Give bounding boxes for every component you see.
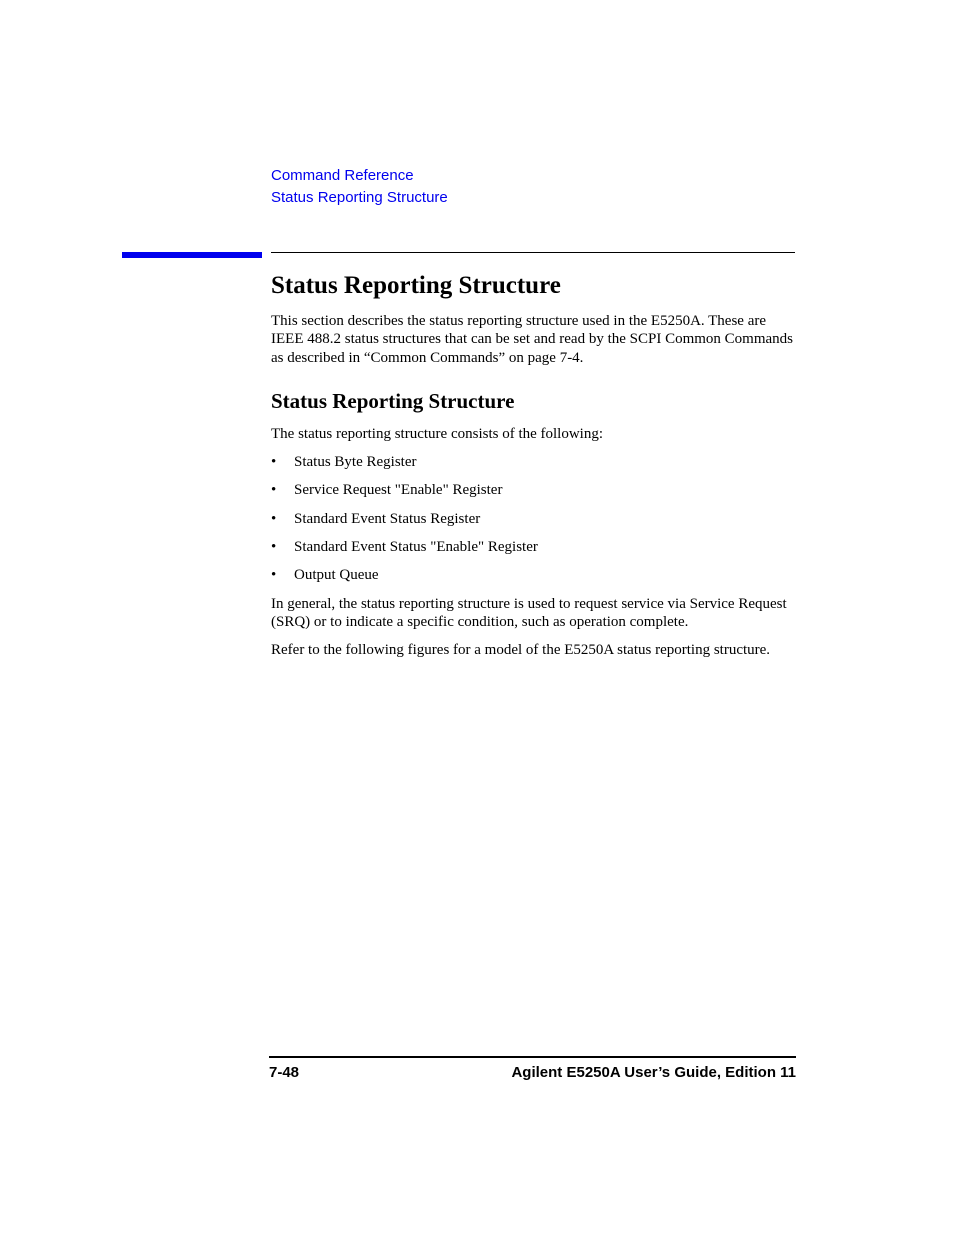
bullet-icon: • bbox=[271, 567, 277, 584]
breadcrumb-command-reference-link[interactable]: Command Reference bbox=[271, 167, 414, 184]
bullet-icon: • bbox=[271, 539, 277, 556]
list-item bbox=[271, 481, 801, 499]
lead-paragraph: The status reporting structure consists of the following: bbox=[271, 425, 604, 442]
section-title: Status Reporting Structure bbox=[271, 388, 515, 413]
list-item-text: Output Queue bbox=[294, 567, 379, 584]
refer-paragraph: Refer to the following figures for a model of the E5250A status reporting structure. bbox=[271, 642, 771, 659]
bullet-icon: • bbox=[271, 454, 277, 471]
document-title: Agilent E5250A User’s Guide, Edition 11 bbox=[511, 1064, 796, 1081]
list-item bbox=[271, 453, 801, 471]
list-item bbox=[271, 538, 801, 556]
breadcrumb bbox=[271, 165, 448, 209]
bullet-icon: • bbox=[271, 482, 277, 499]
list-item-text: Standard Event Status "Enable" Register bbox=[294, 539, 538, 556]
intro-paragraph: This section describes the status reporting structure used in the E5250A. These are IEEE 488.2 status structures that can be set and read by the SCPI Common Commands as described in “Common Commands” on page 7-4. bbox=[271, 313, 793, 366]
general-paragraph: In general, the status reporting structure is used to request service via Service Request (SRQ) or to indicate a specific condition, such as operation complete. bbox=[271, 595, 787, 630]
breadcrumb-status-reporting-link[interactable]: Status Reporting Structure bbox=[271, 189, 448, 206]
register-list bbox=[271, 453, 801, 584]
chapter-accent-bar bbox=[122, 252, 262, 258]
list-item-text: Service Request "Enable" Register bbox=[294, 482, 503, 499]
page-content bbox=[271, 268, 801, 660]
list-item bbox=[271, 566, 801, 584]
page-footer bbox=[269, 1063, 796, 1083]
footer-divider bbox=[269, 1056, 796, 1058]
list-item bbox=[271, 510, 801, 528]
list-item-text: Standard Event Status Register bbox=[294, 510, 481, 527]
header-divider bbox=[271, 252, 795, 253]
page-title: Status Reporting Structure bbox=[271, 272, 561, 299]
page-number: 7-48 bbox=[269, 1064, 300, 1081]
list-item-text: Status Byte Register bbox=[294, 454, 417, 471]
bullet-icon: • bbox=[271, 510, 277, 527]
